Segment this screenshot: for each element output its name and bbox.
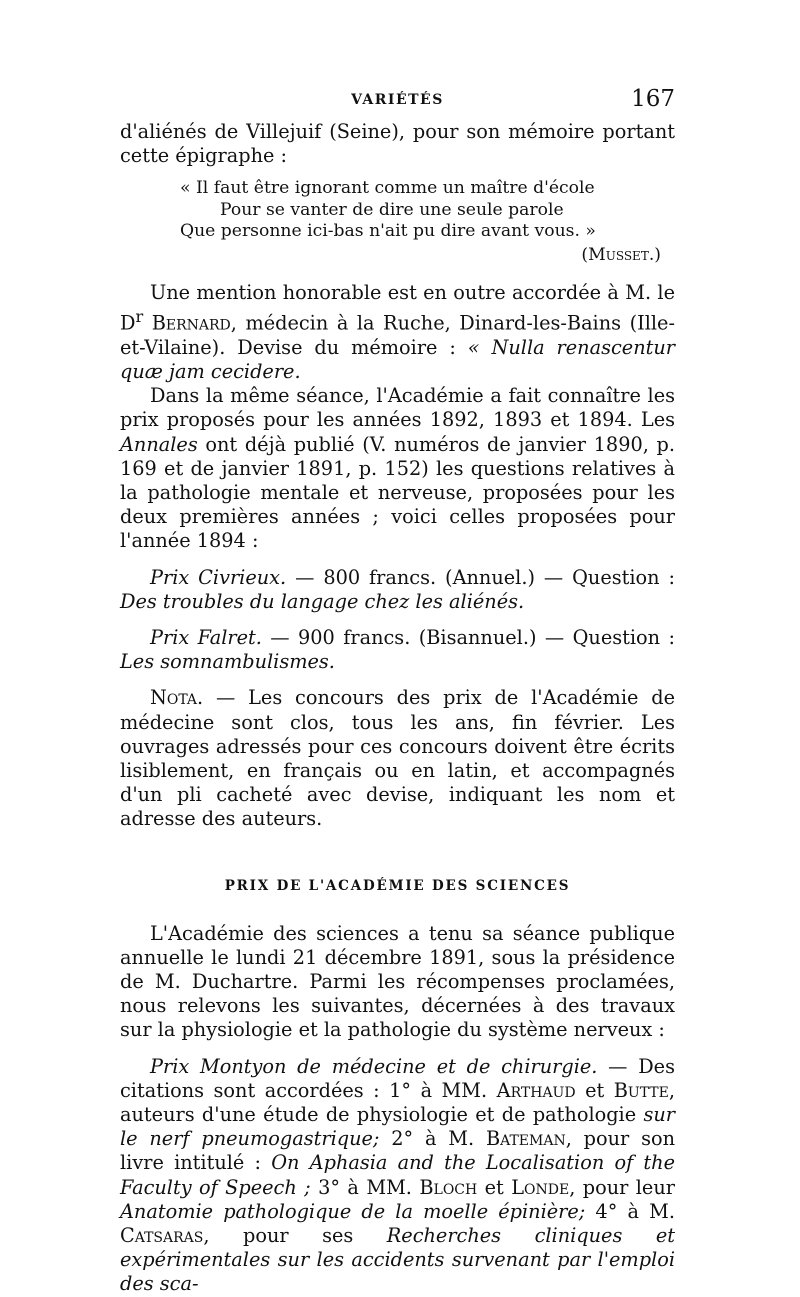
sciences-intro-paragraph: L'Académie des sciences a tenu sa séance publique annuelle le lundi 21 décembre 1891, sous la présidence de M. Duchartre. Parmi les récompenses proclamées, nous relevons les suivantes, décernées à des travaux sur la physiologie et la pathologie du système nerveux : [120, 921, 675, 1042]
author-arthaud: Arthaud [496, 1078, 576, 1102]
prix-civrieux-text: — 800 francs. (Annuel.) — Question : [286, 565, 675, 589]
nota-label: Nota. [150, 686, 204, 710]
journal-title: Annales [120, 432, 198, 456]
montyon-text-9: 4° à M. [585, 1199, 675, 1223]
montyon-text-1: — Des citations sont accordées : 1° à MM. [120, 1054, 675, 1102]
epigraph-line-3: Que personne ici-bas n'ait pu dire avant vous. » [180, 221, 596, 242]
work-title-1: sur le nerf pneumogastrique; [120, 1103, 675, 1151]
doctor-superscript: r [135, 307, 144, 327]
author-londe: Londe [511, 1175, 570, 1199]
montyon-text-6: 3° à MM. [310, 1175, 420, 1199]
prix-falret-name: Prix Falret. [150, 625, 262, 649]
epigraph-line-2: Pour se vanter de dire une seule parole [220, 199, 564, 220]
author-bateman: Bateman [485, 1127, 566, 1151]
prizes-intro-text-a: Dans la même séance, l'Académie a fait connaître les prix proposés pour les années 1892, 1893 et 1894. Les [120, 384, 675, 432]
intro-paragraph: d'aliénés de Villejuif (Seine), pour son mémoire portant cette épigraphe : [120, 120, 675, 168]
author-butte: Butte [613, 1078, 669, 1102]
epigraph-attribution: (Musset.) [581, 244, 661, 265]
work-title-3: Anatomie pathologique de la moelle épinière; [120, 1199, 586, 1223]
prix-falret-paragraph [120, 626, 675, 674]
author-bloch: Bloch [419, 1175, 478, 1199]
prix-civrieux-paragraph [120, 566, 675, 614]
page-header [120, 88, 675, 120]
epigraph-line-1: « Il faut être ignorant comme un maître d'école [180, 178, 595, 199]
running-title: VARIÉTÉS [351, 92, 444, 108]
mention-text-a: Une mention honorable est en outre accordée à M. le D [120, 280, 675, 335]
work-title-2: On Aphasia and the Localisation of the Faculty of Speech ; [120, 1151, 675, 1199]
page-number: 167 [631, 86, 675, 112]
prix-civrieux-question: Des troubles du langage chez les aliénés. [120, 589, 525, 613]
prix-civrieux-name: Prix Civrieux. [150, 565, 287, 589]
prix-falret-question: Les somnambulismes. [120, 650, 335, 674]
nota-text: — Les concours des prix de l'Académie de médecine sont clos, tous les ans, fin février. Les ouvrages adressés pour ces concours doivent être écrits lisiblement, en français ou en latin, et accompagnés d'un pli cacheté avec devise, indiquant les nom et adresse des auteurs. [120, 686, 675, 831]
prix-falret-text: — 900 francs. (Bisannuel.) — Question : [261, 625, 675, 649]
mention-motto: « Nulla renascentur quæ jam cecidere. [120, 335, 675, 383]
prizes-intro-text-b: ont déjà publié (V. numéros de janvier 1890, p. 169 et de janvier 1891, p. 152) les questions relatives à la pathologie mentale et nerveuse, proposées pour les deux premières années ; voici celles proposées pour l'année 1894 : [120, 432, 675, 553]
nota-paragraph [120, 686, 675, 831]
montyon-text-5: , pour son livre intitulé : [120, 1127, 675, 1175]
prizes-intro-paragraph [120, 384, 675, 553]
author-catsaras: Catsaras [120, 1224, 204, 1248]
work-title-4: Recherches cliniques et expérimentales sur les accidents survenant par l'emploi des sca- [120, 1224, 675, 1296]
montyon-text-3: , auteurs d'une étude de physiologie et de pathologie [120, 1078, 675, 1127]
montyon-text-4: 2° à M. [379, 1127, 486, 1151]
mention-text-b: , médecin à la Ruche, Dinard-les-Bains (Ille-et-Vilaine). Devise du mémoire : [120, 311, 675, 359]
mention-paragraph [120, 281, 675, 384]
montyon-text-7: et [477, 1175, 512, 1199]
section-title: PRIX DE L'ACADÉMIE DES SCIENCES [224, 877, 571, 894]
montyon-paragraph [120, 1055, 675, 1297]
laureate-name: Bernard [151, 311, 231, 335]
montyon-text-10: , pour ses [203, 1224, 387, 1248]
montyon-text-8: , pour leur [569, 1175, 675, 1199]
epigraph [180, 178, 675, 243]
montyon-text-2: et [575, 1078, 614, 1102]
book-page [120, 88, 675, 1297]
montyon-prize-name: Prix Montyon de médecine et de chirurgie. [150, 1054, 598, 1078]
